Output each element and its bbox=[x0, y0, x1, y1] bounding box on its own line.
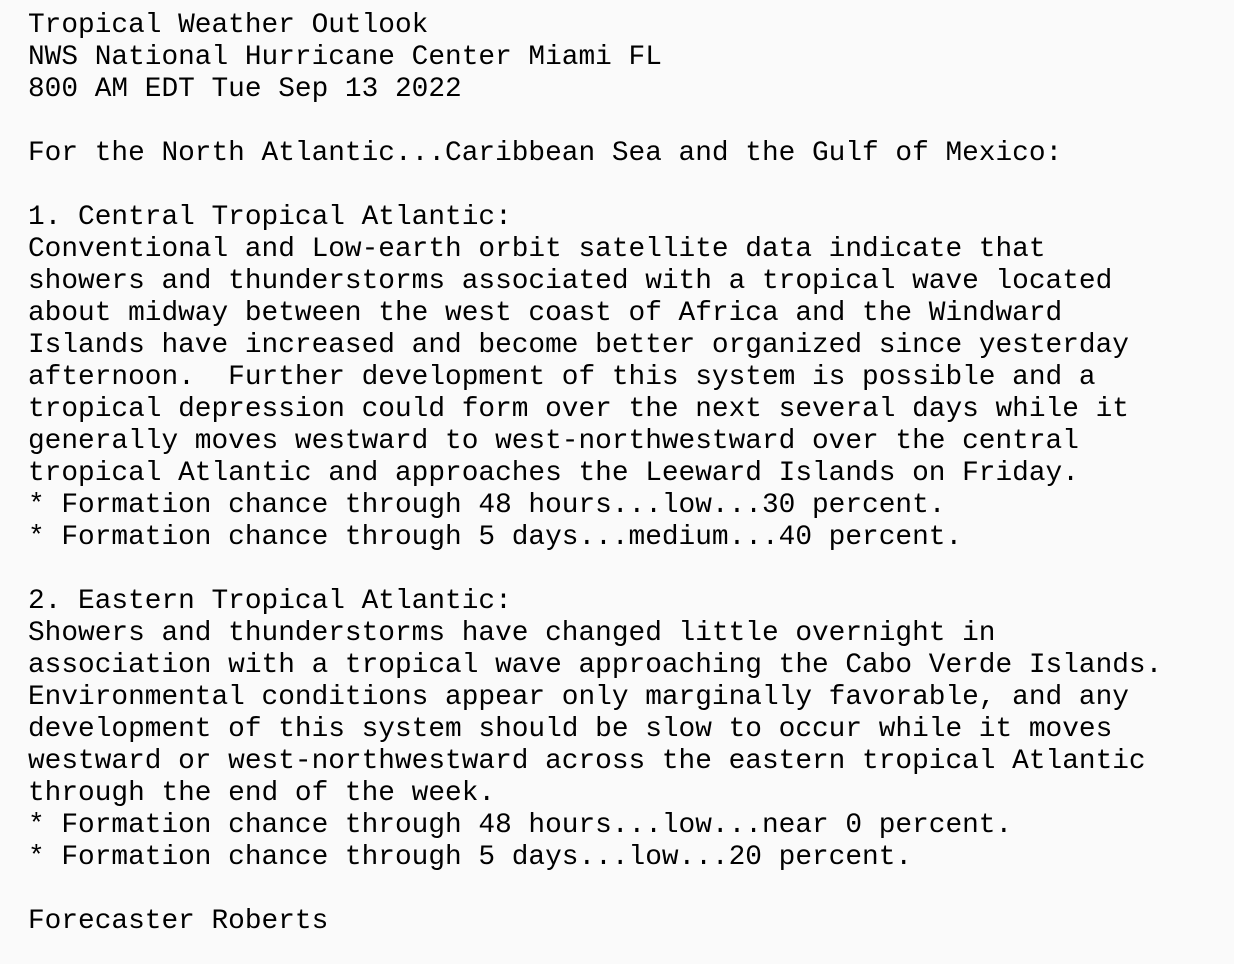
issuing-office: NWS National Hurricane Center Miami FL bbox=[28, 42, 662, 73]
section-2-body-line: through the end of the week. bbox=[28, 778, 496, 809]
section-1-formation-5day: * Formation chance through 5 days...medium...40 percent. bbox=[28, 522, 963, 553]
section-2-body-line: westward or west-northwestward across the eastern tropical Atlantic bbox=[28, 746, 1146, 777]
section-2-heading: 2. Eastern Tropical Atlantic: bbox=[28, 586, 512, 617]
section-2-body-line: Showers and thunderstorms have changed little overnight in bbox=[28, 618, 996, 649]
blank-line bbox=[28, 554, 1234, 586]
forecaster-signature: Forecaster Roberts bbox=[28, 906, 329, 937]
document-title: Tropical Weather Outlook bbox=[28, 10, 429, 41]
blank-line bbox=[28, 874, 1234, 906]
section-1-formation-48hr: * Formation chance through 48 hours...low...30 percent. bbox=[28, 490, 946, 521]
section-1-body-line: generally moves westward to west-northwestward over the central bbox=[28, 426, 1079, 457]
section-2-body-line: development of this system should be slow to occur while it moves bbox=[28, 714, 1113, 745]
section-1-body-line: tropical Atlantic and approaches the Leeward Islands on Friday. bbox=[28, 458, 1079, 489]
section-2-formation-5day: * Formation chance through 5 days...low...20 percent. bbox=[28, 842, 913, 873]
section-1-body-line: about midway between the west coast of Africa and the Windward bbox=[28, 298, 1063, 329]
region-scope-line: For the North Atlantic...Caribbean Sea and the Gulf of Mexico: bbox=[28, 138, 1063, 169]
blank-line bbox=[28, 106, 1234, 138]
section-1-body-line: Conventional and Low-earth orbit satellite data indicate that bbox=[28, 234, 1046, 265]
section-1-body-line: showers and thunderstorms associated with a tropical wave located bbox=[28, 266, 1113, 297]
blank-line bbox=[28, 170, 1234, 202]
section-1-body-line: afternoon. Further development of this system is possible and a bbox=[28, 362, 1096, 393]
section-1-body-line: tropical depression could form over the next several days while it bbox=[28, 394, 1129, 425]
section-2-formation-48hr: * Formation chance through 48 hours...low...near 0 percent. bbox=[28, 810, 1013, 841]
tropical-weather-outlook-bulletin bbox=[28, 10, 1234, 938]
section-1-heading: 1. Central Tropical Atlantic: bbox=[28, 202, 512, 233]
issuance-time: 800 AM EDT Tue Sep 13 2022 bbox=[28, 74, 462, 105]
section-2-body-line: Environmental conditions appear only marginally favorable, and any bbox=[28, 682, 1129, 713]
section-1-body-line: Islands have increased and become better organized since yesterday bbox=[28, 330, 1129, 361]
section-2-body-line: association with a tropical wave approaching the Cabo Verde Islands. bbox=[28, 650, 1163, 681]
